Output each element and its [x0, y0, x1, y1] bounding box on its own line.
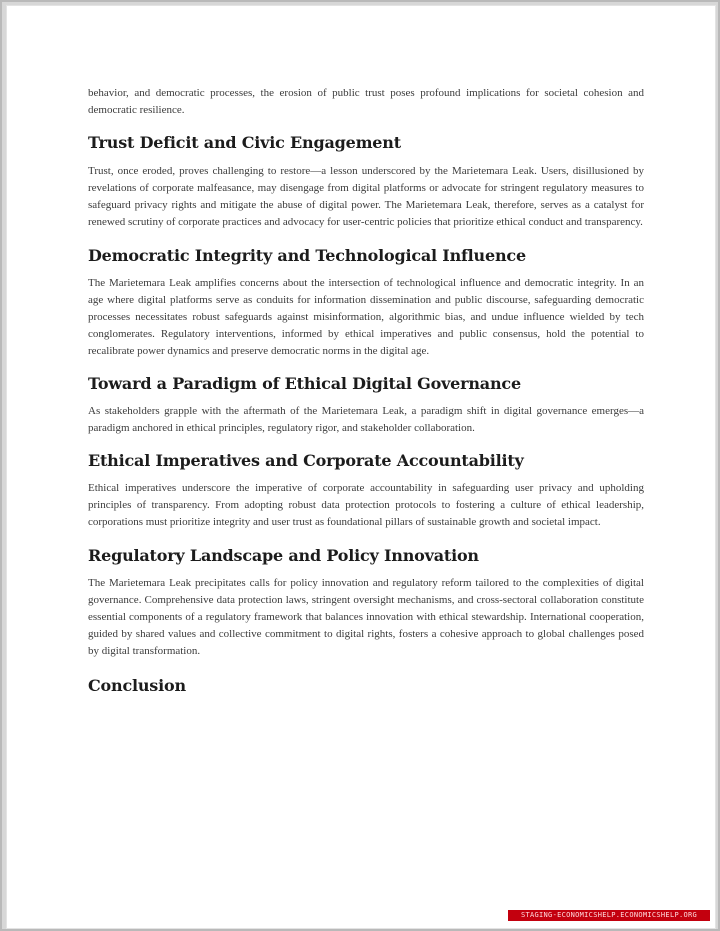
section-body-trust-deficit: Trust, once eroded, proves challenging to restore—a lesson underscored by the Marietemara Leak. Users, disillusioned by revelations of corporate malfeasance, may disengage from digital platforms or advocate for stringent regulatory measures to safeguard privacy rights and mitigate the abuse of digital power. The Marietemara Leak, therefore, serves as a catalyst for renewed scrutiny of corporate practices and advocacy for user-centric policies that prioritize ethical conduct and transparency.: [88, 165, 644, 229]
section-body-regulatory-landscape: The Marietemara Leak precipitates calls for policy innovation and regulatory reform tailored to the complexities of digital governance. Comprehensive data protection laws, stringent oversight mechanisms, and cross-sectoral collaboration constitute essential components of a regulatory framework that balances innovation with ethical stewardship. International cooperation, guided by shared values and collective commitment to digital rights, fosters a cohesive approach to global challenges posed by digital transformation.: [88, 576, 644, 657]
section-heading-ethical-governance: Toward a Paradigm of Ethical Digital Governance: [88, 374, 521, 394]
site-watermark: STAGING-ECONOMICSHELP.ECONOMICSHELP.ORG: [508, 910, 710, 921]
section-body-democratic-integrity: The Marietemara Leak amplifies concerns about the intersection of technological influence and democratic integrity. In an age where digital platforms serve as conduits for information dissemination and public discourse, safeguarding democratic processes necessitates robust safeguards against misinformation, algorithmic bias, and undue influence wielded by tech conglomerates. Regulatory interventions, informed by ethical imperatives and public consensus, hold the potential to recalibrate power dynamics and preserve democratic norms in the digital age.: [88, 276, 644, 357]
section-heading-democratic-integrity: Democratic Integrity and Technological Influence: [88, 245, 526, 265]
page-content: [88, 85, 644, 695]
section-heading-trust-deficit: Trust Deficit and Civic Engagement: [88, 133, 401, 153]
section-heading-corporate-accountability: Ethical Imperatives and Corporate Accountability: [88, 451, 524, 471]
conclusion-heading: Conclusion: [88, 675, 186, 695]
section-body-ethical-governance: As stakeholders grapple with the aftermath of the Marietemara Leak, a paradigm shift in digital governance emerges—a paradigm anchored in ethical principles, regulatory rigor, and stakeholder collaboration.: [88, 405, 644, 435]
intro-paragraph: behavior, and democratic processes, the erosion of public trust poses profound implications for societal cohesion and democratic resilience.: [88, 87, 644, 117]
section-heading-regulatory-landscape: Regulatory Landscape and Policy Innovation: [88, 545, 479, 565]
document-page: [6, 5, 716, 929]
section-body-corporate-accountability: Ethical imperatives underscore the imperative of corporate accountability in safeguarding user privacy and upholding principles of transparency. From adopting robust data protection protocols to fostering a culture of ethical leadership, corporations must prioritize integrity and user trust as foundational pillars of sustainable growth and societal impact.: [88, 482, 644, 529]
